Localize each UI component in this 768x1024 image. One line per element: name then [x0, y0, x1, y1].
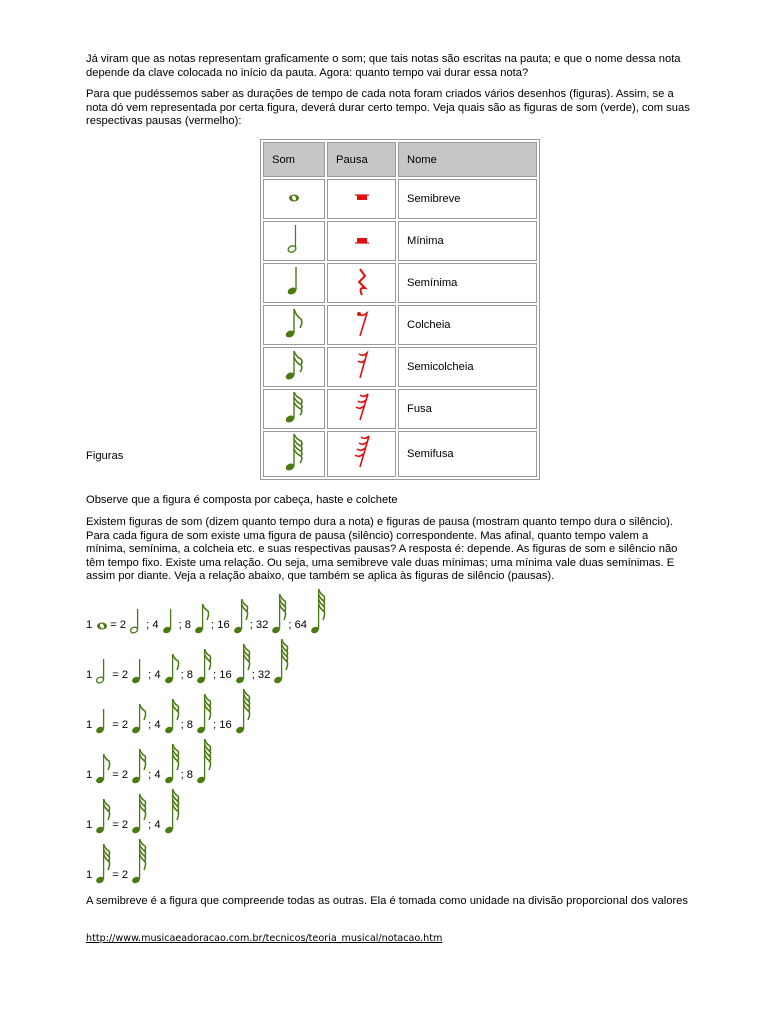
table-cell-name: Mínima	[398, 221, 537, 261]
thirty-second-note-icon	[164, 743, 180, 784]
relation-text: = 2	[110, 619, 127, 631]
relation-text: ; 8	[180, 769, 194, 781]
table-cell-name: Semifusa	[398, 431, 537, 477]
whole-note-icon	[95, 620, 109, 632]
sixteenth-rest-icon	[327, 347, 396, 387]
conclusion-paragraph: A semibreve é a figura que compreende todas as outras. Ela é tomada como unidade na divisão proporcional dos valores	[86, 895, 688, 907]
relation-line-fusa	[86, 844, 686, 884]
eighth-note-icon	[263, 305, 325, 345]
relation-text: = 2	[112, 819, 129, 831]
relation-text: 1	[86, 669, 93, 681]
relation-text: ; 4	[148, 819, 161, 831]
sixty-fourth-note-icon	[235, 688, 251, 734]
sixty-fourth-note-icon	[273, 638, 289, 684]
table-row	[263, 179, 537, 219]
eighth-note-icon	[131, 703, 147, 734]
relation-line-semibreve	[86, 594, 686, 634]
sixty-fourth-note-icon	[164, 788, 180, 834]
sixteenth-note-icon	[164, 698, 180, 734]
relation-text: 1	[86, 719, 93, 731]
relation-text: 1	[86, 819, 93, 831]
sixty-fourth-note-icon	[310, 588, 326, 634]
table-cell-name: Colcheia	[398, 305, 537, 345]
quarter-note-icon	[263, 263, 325, 303]
relation-paragraph: Existem figuras de som (dizem quanto tempo dura a nota) e figuras de pausa (mostram quanto tempo dura o silêncio). Para cada figura de som existe uma figura de pausa (silêncio) correspondente. Mas afinal, quanto tempo valem a mínima, semínima, a colcheia etc. e suas respectivas pausas? A resposta é: depende. As figuras de som e silêncio não têm tempo fixo. Existe uma relação. Ou seja, uma semibreve vale duas mínimas; uma mínima vale duas semínimas. E assim por diante. Veja a relação abaixo, que também se aplica às figuras de silêncio (pausas).	[86, 516, 678, 583]
half-note-icon	[263, 221, 325, 261]
half-rest-icon	[327, 221, 396, 261]
figures-intro-paragraph: Para que pudéssemos saber as durações de tempo de cada nota foram criados vários desenhos (figuras). Assim, se a nota dó vem representada por certa figura, deverá durar certo tempo. Veja quais são as figuras de som (verde), com suas respectivas pausas (vermelho):	[86, 88, 690, 128]
sixteenth-note-icon	[196, 648, 212, 684]
relation-text: ; 16	[211, 619, 230, 631]
relation-text: ; 4	[148, 719, 161, 731]
relation-text: ; 32	[249, 619, 269, 631]
sixteenth-note-icon	[131, 748, 147, 784]
half-note-icon	[95, 658, 111, 684]
relation-text: ; 4	[146, 619, 159, 631]
relation-text: ; 64	[288, 619, 308, 631]
relation-text: = 2	[112, 769, 129, 781]
sixty-fourth-note-icon	[131, 838, 147, 884]
table-cell-name: Semibreve	[398, 179, 537, 219]
relation-text: = 2	[112, 719, 129, 731]
table-row	[263, 263, 537, 303]
figures-table	[260, 139, 540, 480]
header-pausa: Pausa	[327, 142, 396, 177]
thirty-second-rest-icon	[327, 389, 396, 429]
sixty-fourth-note-icon	[196, 738, 212, 784]
relation-text: ; 8	[180, 719, 194, 731]
table-row	[263, 389, 537, 429]
thirty-second-note-icon	[235, 643, 251, 684]
sixteenth-note-icon	[95, 798, 111, 834]
relation-line-semicolcheia	[86, 794, 686, 834]
thirty-second-note-icon	[196, 693, 212, 734]
sixteenth-note-icon	[263, 347, 325, 387]
relation-line-seminima	[86, 694, 686, 734]
thirty-second-note-icon	[271, 593, 287, 634]
relation-text: 1	[86, 619, 93, 631]
quarter-note-icon	[162, 608, 178, 634]
table-row	[263, 305, 537, 345]
thirty-second-note-icon	[95, 843, 111, 884]
table-cell-name: Fusa	[398, 389, 537, 429]
relation-text: ; 8	[180, 669, 194, 681]
thirty-second-note-icon	[131, 793, 147, 834]
relation-line-colcheia	[86, 744, 686, 784]
eighth-note-icon	[95, 753, 111, 784]
relation-text: ; 8	[178, 619, 192, 631]
thirty-second-note-icon	[263, 389, 325, 429]
relation-line-minima	[86, 644, 686, 684]
eighth-note-icon	[194, 603, 210, 634]
relation-text: ; 16	[213, 719, 232, 731]
relation-text: = 2	[112, 669, 129, 681]
eighth-note-icon	[164, 653, 180, 684]
relation-text: ; 16	[213, 669, 232, 681]
eighth-rest-icon	[327, 305, 396, 345]
sixteenth-note-icon	[233, 598, 249, 634]
relation-text: ; 4	[148, 669, 161, 681]
figures-caption: Figuras	[86, 450, 124, 462]
relation-text: ; 32	[251, 669, 271, 681]
half-note-icon	[129, 608, 145, 634]
whole-note-icon	[263, 179, 325, 219]
intro-paragraph: Já viram que as notas representam graficamente o som; que tais notas são escritas na pauta; e que o nome dessa nota depende da clave colocada no início da pauta. Agora: quanto tempo vai durar essa nota?	[86, 53, 681, 79]
composition-paragraph: Observe que a figura é composta por cabeça, haste e colchete	[86, 494, 398, 506]
table-row	[263, 221, 537, 261]
quarter-note-icon	[131, 658, 147, 684]
table-cell-name: Semicolcheia	[398, 347, 537, 387]
header-nome: Nome	[398, 142, 537, 177]
relation-text: 1	[86, 769, 93, 781]
relation-text: = 2	[112, 869, 129, 881]
relation-text: ; 4	[148, 769, 161, 781]
source-link[interactable]: http://www.musicaeadoracao.com.br/tecnicos/teoria_musical/notacao.htm	[86, 933, 443, 944]
whole-rest-icon	[327, 179, 396, 219]
quarter-note-icon	[95, 708, 111, 734]
table-cell-name: Semínima	[398, 263, 537, 303]
table-header-row	[263, 142, 537, 177]
relation-text: 1	[86, 869, 93, 881]
header-som: Som	[263, 142, 325, 177]
quarter-rest-icon	[327, 263, 396, 303]
table-row	[263, 347, 537, 387]
